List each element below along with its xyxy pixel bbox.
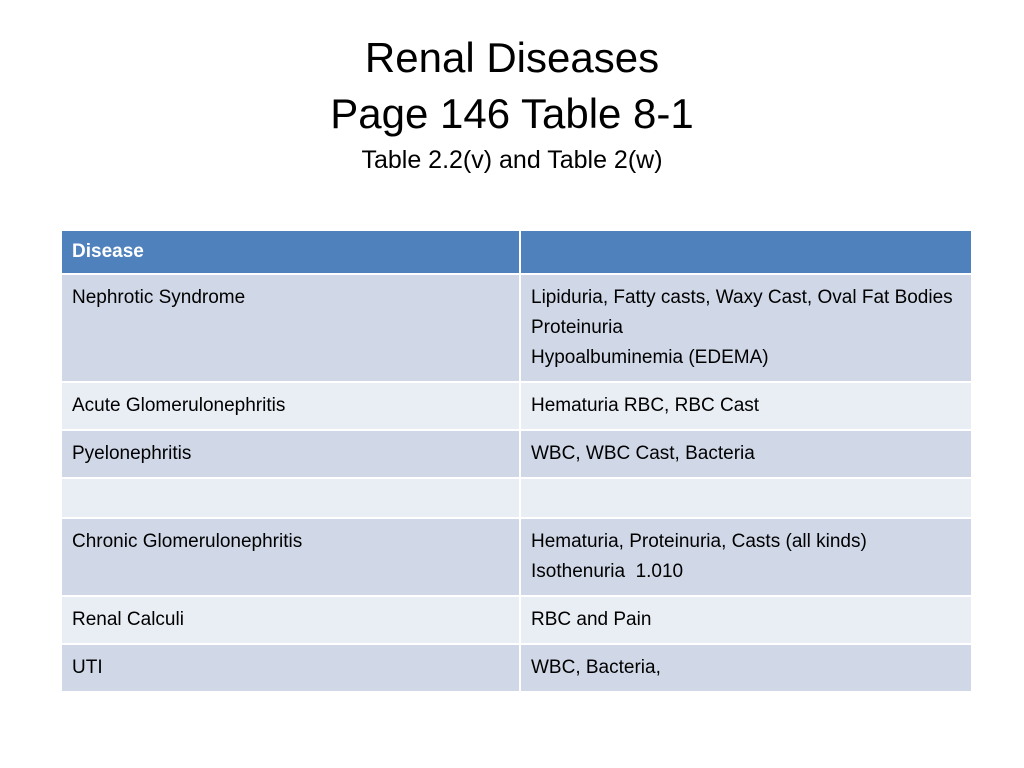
slide-title — [0, 30, 1024, 178]
finding-line: Hypoalbuminemia (EDEMA) — [531, 347, 769, 368]
table-row — [61, 644, 972, 692]
disease-table — [60, 229, 973, 693]
finding-line: Hematuria RBC, RBC Cast — [531, 395, 760, 416]
table-row — [61, 596, 972, 644]
finding-line: WBC, WBC Cast, Bacteria — [531, 443, 755, 464]
table-row — [61, 382, 972, 430]
findings-cell — [520, 382, 972, 430]
disease-cell: Nephrotic Syndrome — [61, 274, 520, 382]
findings-cell — [520, 478, 972, 518]
findings-cell — [520, 596, 972, 644]
title-line-3: Table 2.2(v) and Table 2(w) — [361, 146, 663, 174]
disease-cell — [61, 478, 520, 518]
table-row — [61, 518, 972, 596]
title-line-2: Page 146 Table 8-1 — [330, 90, 694, 137]
finding-line: Lipiduria, Fatty casts, Waxy Cast, Oval Fat Bodies — [531, 287, 953, 308]
finding-line: WBC, Bacteria, — [531, 657, 661, 678]
table-row — [61, 478, 972, 518]
findings-cell — [520, 430, 972, 478]
table-row — [61, 430, 972, 478]
table-header-row — [61, 230, 972, 274]
finding-line: Isothenuria 1.010 — [531, 561, 684, 582]
disease-cell: Acute Glomerulonephritis — [61, 382, 520, 430]
header-findings — [520, 230, 972, 274]
findings-cell — [520, 644, 972, 692]
disease-cell: UTI — [61, 644, 520, 692]
table-row — [61, 274, 972, 382]
disease-cell: Chronic Glomerulonephritis — [61, 518, 520, 596]
finding-line: Hematuria, Proteinuria, Casts (all kinds) — [531, 531, 867, 552]
disease-cell: Renal Calculi — [61, 596, 520, 644]
finding-line: Proteinuria — [531, 317, 623, 338]
findings-cell — [520, 518, 972, 596]
title-line-1: Renal Diseases — [364, 34, 660, 81]
header-disease: Disease — [61, 230, 520, 274]
finding-line: RBC and Pain — [531, 609, 652, 630]
disease-cell: Pyelonephritis — [61, 430, 520, 478]
findings-cell — [520, 274, 972, 382]
